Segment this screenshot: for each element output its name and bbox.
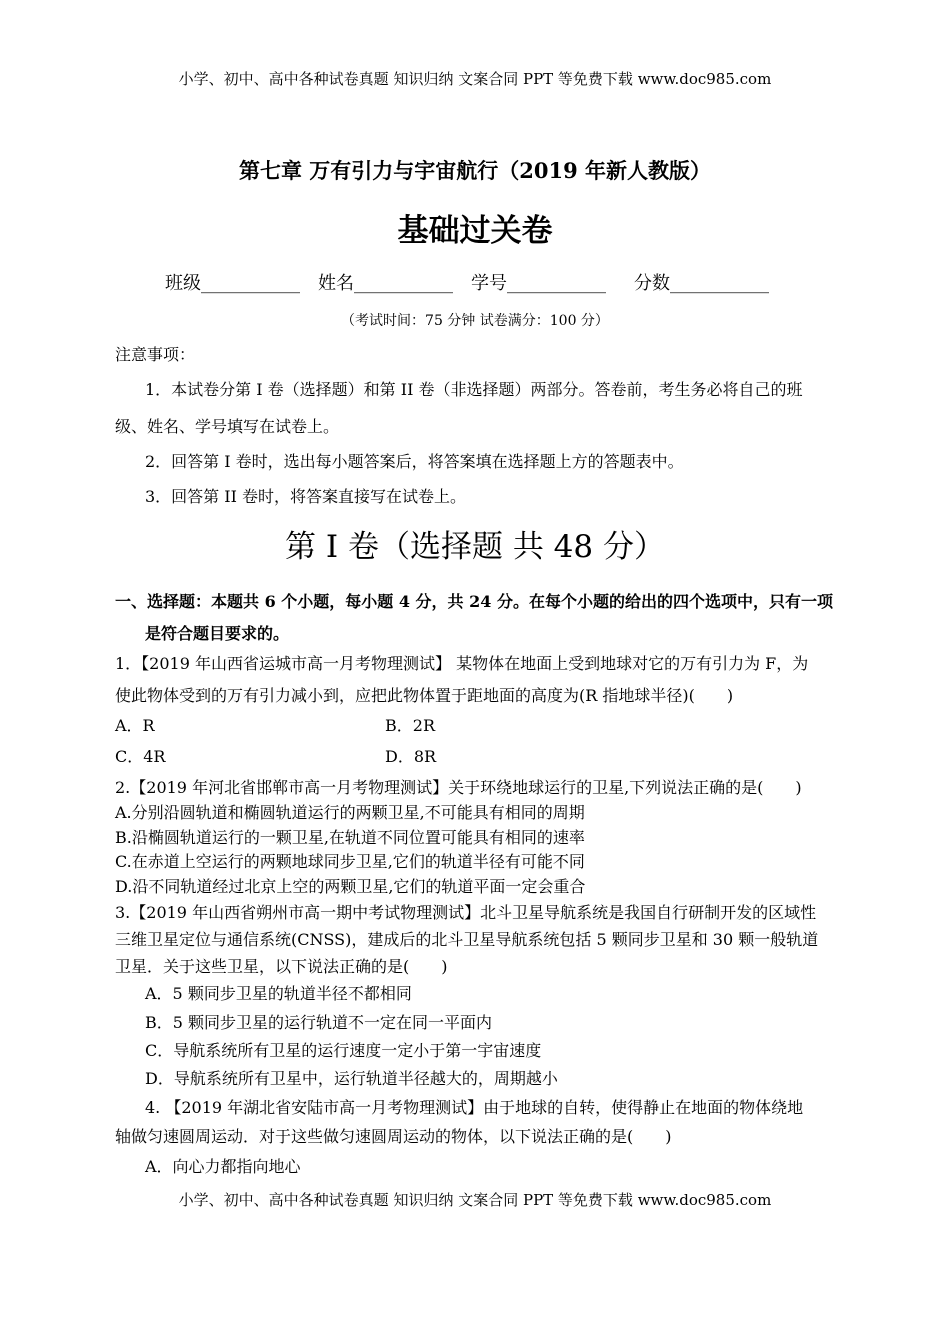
section-title: 第 I 卷（选择题 共 48 分） — [285, 529, 665, 565]
page-footer: 小学、初中、高中各种试卷真题 知识归纳 文案合同 PPT 等免费下载 www.doc985.com — [178, 1191, 772, 1209]
question-3-text: 卫星．关于这些卫星，以下说法正确的是( ) — [115, 957, 448, 976]
question-1-text: 使此物体受到的万有引力减小到，应把此物体置于距地面的高度为(R 指地球半径)( ) — [115, 686, 734, 705]
note-item: 3．回答第 II 卷时，将答案直接写在试卷上。 — [145, 487, 466, 506]
note-item: 级、姓名、学号填写在试卷上。 — [115, 417, 340, 436]
page-header: 小学、初中、高中各种试卷真题 知识归纳 文案合同 PPT 等免费下载 www.doc985.com — [178, 70, 772, 88]
question-4-option-a: A．向心力都指向地心 — [145, 1157, 301, 1176]
question-3-option-d: D．导航系统所有卫星中，运行轨道半径越大的，周期越小 — [145, 1069, 558, 1088]
question-3-option-b: B．5 颗同步卫星的运行轨道不一定在同一平面内 — [145, 1013, 493, 1032]
question-2-option-c: C.在赤道上空运行的两颗地球同步卫星,它们的轨道半径有可能不同 — [115, 852, 585, 871]
document-subtitle: 基础过关卷 — [397, 213, 553, 249]
question-3-text: 三维卫星定位与通信系统(CNSS)，建成后的北斗卫星导航系统包括 5 颗同步卫星和 30 颗一般轨道 — [115, 930, 819, 949]
note-item: 2．回答第 I 卷时，选出每小题答案后，将答案填在选择题上方的答题表中。 — [145, 452, 684, 471]
question-3-text: 3.【2019 年山西省朔州市高一期中考试物理测试】北斗卫星导航系统是我国自行研制开发的区域性 — [115, 903, 817, 922]
question-1-option-b: B．2R — [385, 716, 435, 735]
question-4-text: 4. 【2019 年湖北省安陆市高一月考物理测试】由于地球的自转，使得静止在地面的物体绕地 — [145, 1098, 804, 1117]
note-item: 1．本试卷分第 I 卷（选择题）和第 II 卷（非选择题）两部分。答卷前，考生务必将自己的班 — [145, 380, 803, 399]
field-name: 姓名___________ — [318, 273, 453, 294]
question-2-option-b: B.沿椭圆轨道运行的一颗卫星,在轨道不同位置可能具有相同的速率 — [115, 828, 585, 847]
part-heading: 是符合题目要求的。 — [145, 624, 290, 643]
question-1-option-a: A．R — [115, 716, 155, 735]
part-heading: 一、选择题：本题共 6 个小题，每小题 4 分，共 24 分。在每个小题的给出的四个选项中，只有一项 — [115, 592, 833, 611]
question-1-text: 1．【2019 年山西省运城市高一月考物理测试】 某物体在地面上受到地球对它的万有引力为 F，为 — [115, 654, 809, 673]
question-2-option-d: D.沿不同轨道经过北京上空的两颗卫星,它们的轨道平面一定会重合 — [115, 877, 586, 896]
question-2-option-a: A.分别沿圆轨道和椭圆轨道运行的两颗卫星,不可能具有相同的周期 — [115, 803, 585, 822]
question-1-option-c: C．4R — [115, 747, 166, 766]
document-title: 第七章 万有引力与宇宙航行（2019 年新人教版） — [238, 158, 712, 183]
field-class: 班级___________ — [165, 273, 300, 294]
notes-heading: 注意事项： — [115, 345, 196, 364]
question-1-option-d: D．8R — [385, 747, 437, 766]
field-score: 分数___________ — [634, 273, 769, 294]
question-3-option-a: A．5 颗同步卫星的轨道半径不都相同 — [145, 984, 412, 1003]
question-4-text: 轴做匀速圆周运动．对于这些做匀速圆周运动的物体，以下说法正确的是( ) — [115, 1127, 672, 1146]
question-3-option-c: C．导航系统所有卫星的运行速度一定小于第一宇宙速度 — [145, 1041, 542, 1060]
exam-info: （考试时间：75 分钟 试卷满分：100 分） — [341, 313, 609, 329]
field-student-id: 学号___________ — [471, 273, 606, 294]
question-2-text: 2.【2019 年河北省邯郸市高一月考物理测试】关于环绕地球运行的卫星,下列说法正确的是( ) — [115, 778, 802, 797]
